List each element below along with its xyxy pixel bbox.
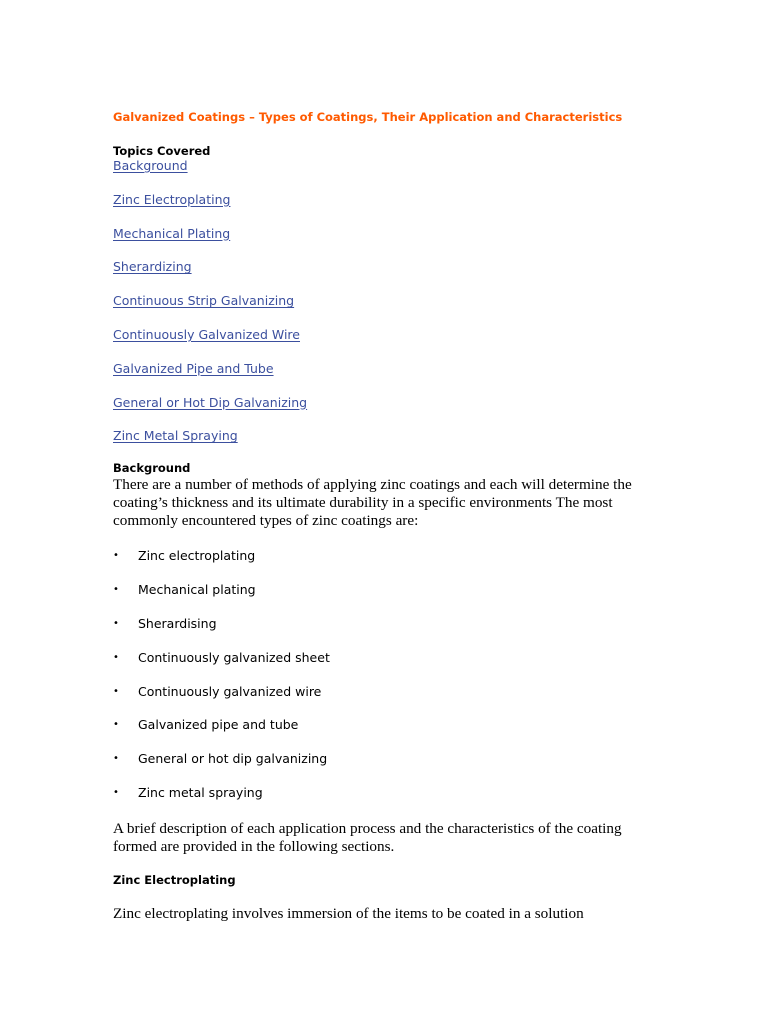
- list-item-text: Continuously galvanized wire: [138, 683, 322, 699]
- bullet-icon: •: [113, 651, 119, 663]
- document-title: Galvanized Coatings – Types of Coatings, Their Application and Characteristics: [113, 110, 623, 124]
- bullet-icon: •: [113, 753, 119, 765]
- background-heading: Background: [113, 461, 191, 475]
- topics-covered-heading: Topics Covered: [113, 144, 211, 158]
- bullet-icon: •: [113, 550, 119, 561]
- topic-item: [113, 360, 307, 394]
- topic-item: [113, 258, 307, 292]
- zinc-electroplating-heading: Zinc Electroplating: [113, 873, 236, 887]
- topic-item: [113, 427, 307, 461]
- list-item-text: Galvanized pipe and tube: [138, 717, 299, 733]
- list-item-text: General or hot dip galvanizing: [138, 751, 328, 767]
- topic-item: [113, 225, 307, 259]
- bullet-icon: •: [113, 685, 119, 697]
- topic-link-zinc-electroplating[interactable]: Zinc Electroplating: [113, 191, 231, 207]
- topic-item: [113, 394, 307, 428]
- bullet-icon: •: [113, 583, 119, 595]
- topic-link-galvanized-pipe-and-tube[interactable]: Galvanized Pipe and Tube: [113, 360, 274, 376]
- background-paragraph: There are a number of methods of applying zinc coatings and each will determine the coating’s thickness and its ultimate durability in a specific environments The most commonly encountered types of zinc coatings are:: [113, 476, 632, 529]
- summary-paragraph: A brief description of each application process and the characteristics of the coating formed are provided in the following sections.: [113, 820, 622, 855]
- topic-link-hot-dip-galvanizing[interactable]: General or Hot Dip Galvanizing: [113, 394, 308, 410]
- topic-link-sherardizing[interactable]: Sherardizing: [113, 259, 192, 275]
- topic-link-continuous-strip-galvanizing[interactable]: Continuous Strip Galvanizing: [113, 293, 295, 309]
- topic-item: [113, 292, 307, 326]
- list-item-text: Zinc electroplating: [138, 548, 256, 563]
- topic-item: [113, 157, 307, 191]
- list-item-text: Mechanical plating: [138, 581, 256, 597]
- topic-item: [113, 326, 307, 360]
- bullet-icon: •: [113, 719, 119, 731]
- topic-link-mechanical-plating[interactable]: Mechanical Plating: [113, 225, 231, 241]
- topic-item: [113, 191, 307, 225]
- topic-link-continuously-galvanized-wire[interactable]: Continuously Galvanized Wire: [113, 326, 300, 342]
- topics-list: [113, 157, 307, 461]
- list-item-text: Continuously galvanized sheet: [138, 649, 330, 665]
- bullet-icon: •: [113, 617, 119, 629]
- list-item-text: Zinc metal spraying: [138, 785, 263, 801]
- list-item-text: Sherardising: [138, 615, 217, 631]
- zinc-electroplating-paragraph: Zinc electroplating involves immersion of the items to be coated in a solution: [113, 905, 584, 922]
- topic-link-zinc-metal-spraying[interactable]: Zinc Metal Spraying: [113, 428, 238, 444]
- topic-link-background[interactable]: Background: [113, 158, 188, 173]
- bullet-icon: •: [113, 787, 119, 799]
